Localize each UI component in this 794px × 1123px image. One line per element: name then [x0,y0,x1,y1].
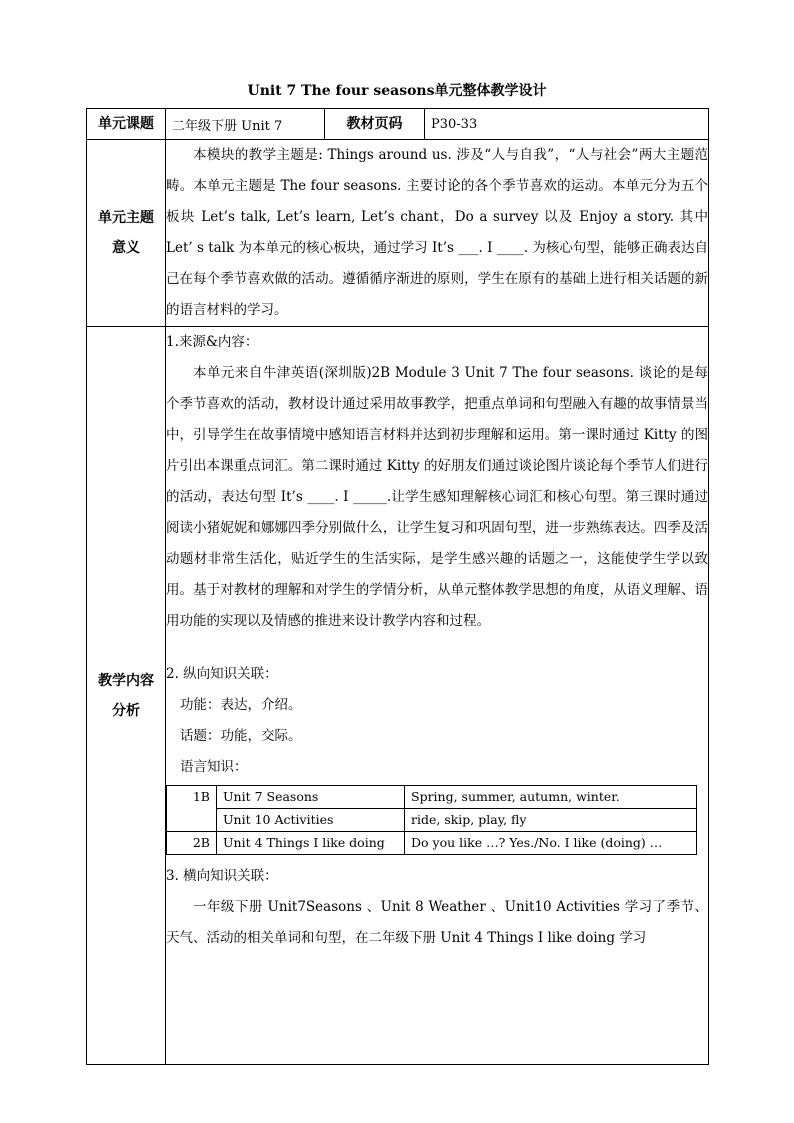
design-table [86,108,709,1065]
content-analysis-cell [166,327,709,1065]
label-content-analysis [87,327,166,1065]
section1-heading: 1.来源&内容： [166,334,259,350]
table-row [167,809,697,832]
section2-function: 功能：表达，介绍。 [180,697,302,713]
section3-text: 一年级下册 Unit7Seasons 、Unit 8 Weather 、Unit10 Activities 学习了季节、天气、活动的相关单词和句型，在二年级下册 Unit 4 Things I like doing 学习 [166,899,708,946]
theme-meaning-text: 本模块的教学主题是: Things around us. 涉及“人与自我”，“人与社会”两大主题范畴。本单元主题是 The four seasons. 主要讨论的各个季节喜欢的运动。本单元分为五个板块 Let’s talk, Let’s learn, Let’s chant，Do a survey 以及 Enjoy a story. 其中 Let’ s talk 为本单元的核心板块，通过学习 It’s ___. I ____. 为核心句型，能够正确表达自己在每个季节喜欢做的活动。遵循循序渐进的原则，学生在原有的基础上进行相关话题的新的语言材料的学习。 [166,147,708,318]
grade-cell: 2B [167,832,217,855]
knowledge-table [166,785,697,855]
label-theme-meaning-text: 单元主题意义 [98,210,154,256]
content-cell: Do you like …? Yes./No. I like (doing) … [405,832,697,855]
section2-heading: 2. 纵向知识关联： [166,666,278,682]
content-cell: ride, skip, play, fly [405,809,697,832]
section2-language: 语言知识： [180,759,248,775]
document-title: Unit 7 The four seasons单元整体教学设计 [247,83,547,99]
section2-topic: 话题：功能，交际。 [180,728,302,744]
unit-topic-value: 二年级下册 Unit 7 [166,109,325,140]
row-topic [87,109,709,140]
content-cell: Spring, summer, autumn, winter. [405,786,697,809]
label-unit-topic: 单元课题 [87,109,166,140]
label-content-analysis-text: 教学内容分析 [98,672,154,719]
row-content-analysis [87,327,709,1065]
section3-heading: 3. 横向知识关联： [166,868,278,884]
row-theme-meaning [87,140,709,327]
theme-meaning-cell [166,140,709,327]
unit-cell: Unit 10 Activities [217,809,405,832]
label-theme-meaning [87,140,166,327]
grade-cell: 1B [167,786,217,832]
table-row [167,832,697,855]
textbook-pages-value: P30-33 [425,109,709,140]
section1-text: 本单元来自牛津英语(深圳版)2B Module 3 Unit 7 The four seasons. 谈论的是每个季节喜欢的活动，教材设计通过采用故事教学，把重点单词和句型融入有趣的故事情景当中，引导学生在故事情境中感知语言材料并达到初步理解和运用。第一课时通过 Kitty 的图片引出本课重点词汇。第二课时通过 Kitty 的好朋友们通过谈论图片谈论每个季节人们进行的活动，表达句型 It’s ____. I _____.让学生感知理解核心词汇和核心句型。第三课时通过阅读小猪妮妮和娜娜四季分别做什么，让学生复习和巩固句型，进一步熟练表达。四季及活动题材非常生活化，贴近学生的生活实际，是学生感兴趣的话题之一，这能使学生学以致用。基于对教材的理解和对学生的学情分析，从单元整体教学思想的角度，从语义理解、语用功能的实现以及情感的推进来设计教学内容和过程。 [166,365,708,629]
label-textbook-pages: 教材页码 [325,109,425,140]
unit-cell: Unit 7 Seasons [217,786,405,809]
unit-cell: Unit 4 Things I like doing [217,832,405,855]
table-row [167,786,697,809]
